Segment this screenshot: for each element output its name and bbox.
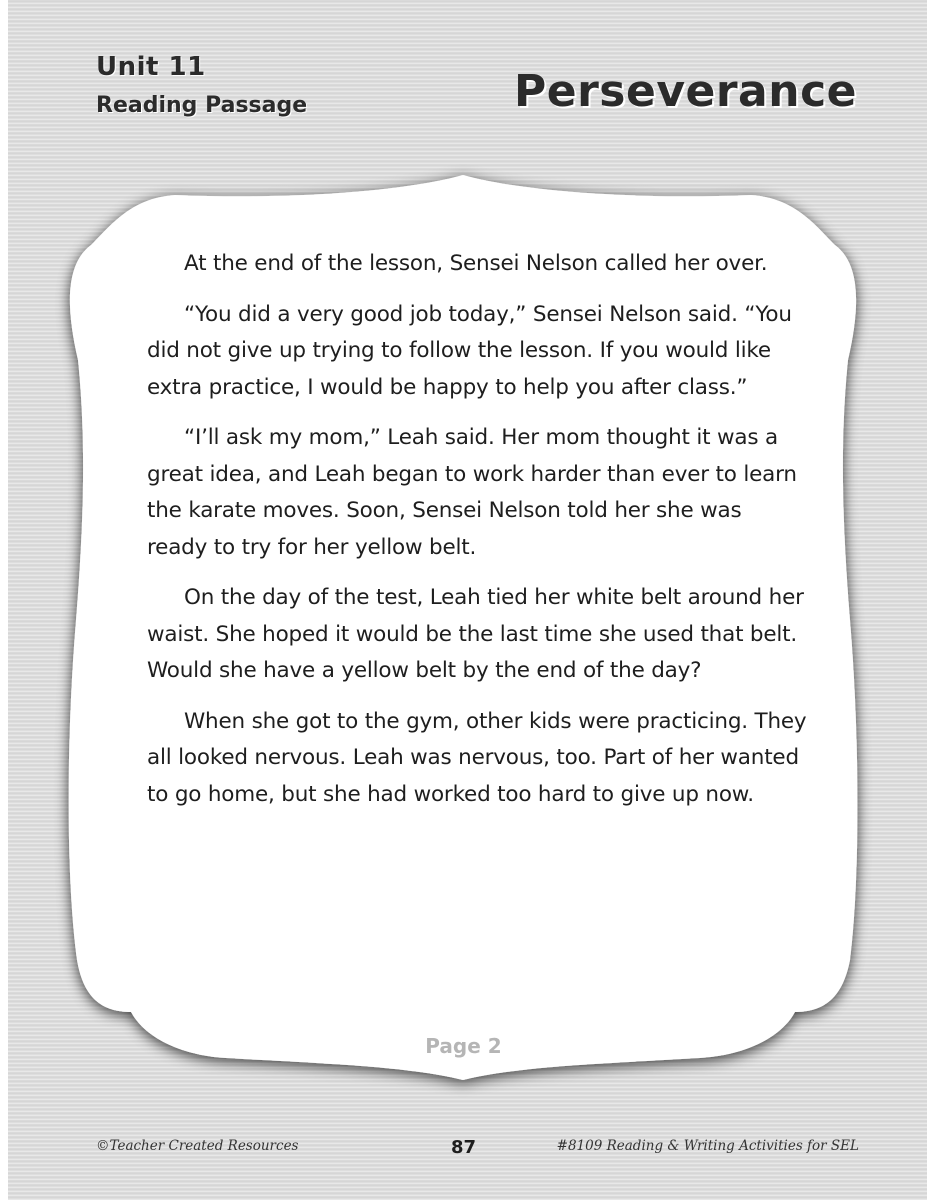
footer-book-title: #8109 Reading & Writing Activities for SEL bbox=[556, 1138, 859, 1154]
footer-page-number: 87 bbox=[450, 1137, 477, 1158]
paragraph: On the day of the test, Leah tied her white belt around her waist. She hoped it would be the last time she used that belt. Would she have a yellow belt by the end of the day? bbox=[147, 585, 804, 683]
paragraph: “I’ll ask my mom,” Leah said. Her mom thought it was a great idea, and Leah began to work harder than ever to learn the karate moves. Soon, Sensei Nelson told her she was ready to try for her yellow belt. bbox=[147, 425, 797, 560]
paragraph: “You did a very good job today,” Sensei Nelson said. “You did not give up trying to follow the lesson. If you would like extra practice, I would be happy to help you after class.” bbox=[147, 301, 792, 400]
reading-passage bbox=[147, 246, 807, 827]
passage-page-marker: Page 2 bbox=[425, 1034, 502, 1058]
unit-label: Unit 11 bbox=[96, 52, 206, 82]
footer-copyright: ©Teacher Created Resources bbox=[96, 1138, 299, 1154]
section-label: Reading Passage bbox=[96, 93, 308, 118]
paragraph: When she got to the gym, other kids were practicing. They all looked nervous. Leah was nervous, too. Part of her wanted to go home, but she had worked too hard to give up now. bbox=[147, 708, 807, 807]
page-title: Perseverance bbox=[514, 66, 857, 117]
paragraph: At the end of the lesson, Sensei Nelson called her over. bbox=[184, 251, 768, 276]
